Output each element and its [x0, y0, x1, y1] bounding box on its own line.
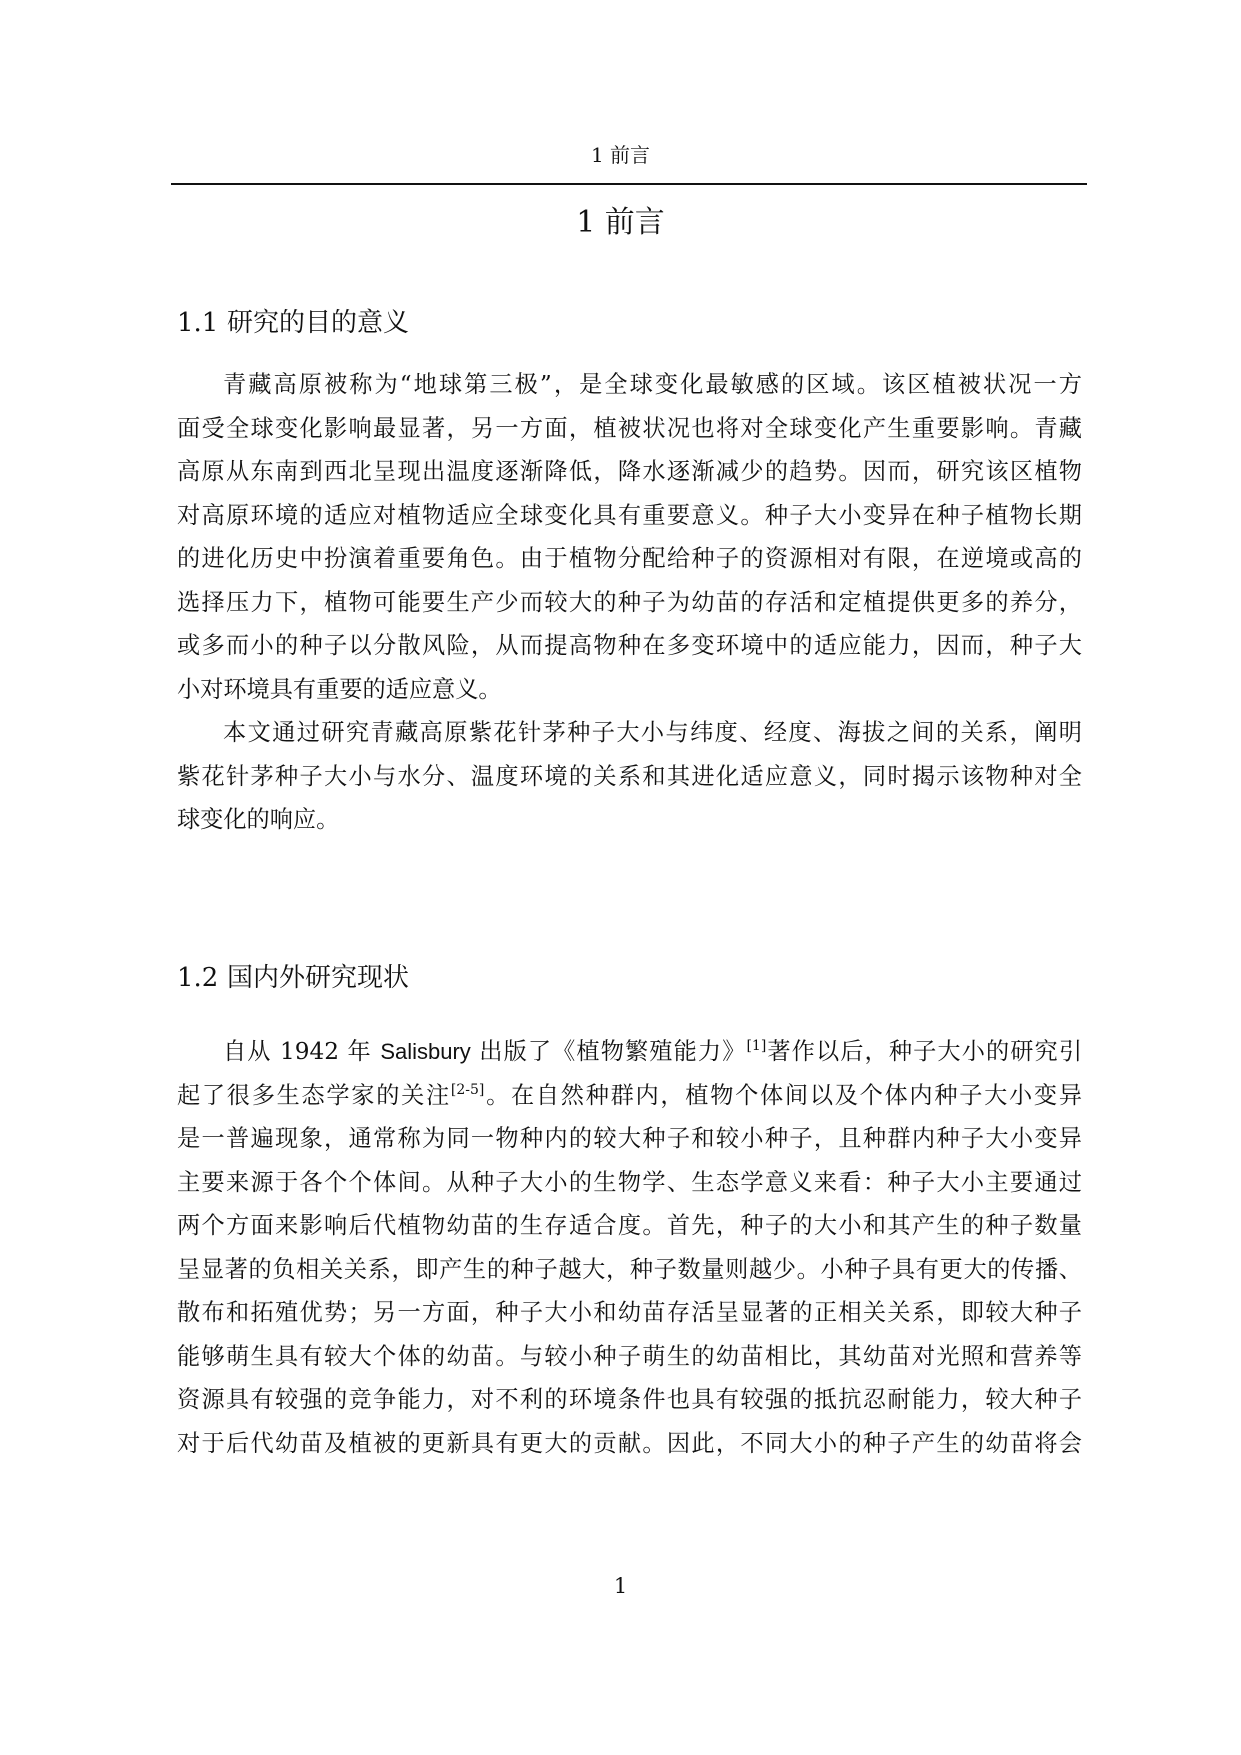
section-title: 研究的目的意义	[227, 308, 410, 338]
text-line: 本文通过研究青藏高原紫花针茅种子大小与纬度、经度、海拔之间的关系，阐明	[223, 719, 1082, 746]
text-line: 两个方面来影响后代植物幼苗的生存适合度。首先，种子的大小和其产生的种子数量	[177, 1212, 1082, 1239]
section-number: 1.1	[177, 308, 219, 338]
text-line: 小对环境具有重要的适应意义。	[177, 675, 502, 703]
text-line: 能够萌生具有较大个体的幼苗。与较小种子萌生的幼苗相比，其幼苗对光照和营养等	[177, 1342, 1082, 1370]
text-run: 起了很多生态学家的关注	[177, 1081, 451, 1109]
paragraph-1-1-a	[177, 363, 1082, 711]
text-line: 球变化的响应。	[177, 806, 340, 833]
section-heading-1-2	[177, 960, 409, 996]
text-line: 对于后代幼苗及植被的更新具有更大的贡献。因此，不同大小的种子产生的幼苗将会	[177, 1429, 1082, 1457]
text-line: 选择压力下，植物可能要生产少而较大的种子为幼苗的存活和定植提供更多的养分，	[177, 588, 1082, 616]
chapter-title: 1 前言	[576, 205, 665, 240]
text-line: 主要来源于各个个体间。从种子大小的生物学、生态学意义来看：种子大小主要通过	[177, 1168, 1082, 1196]
author-name: Salisbury	[380, 1039, 471, 1064]
citation: [1]	[746, 1038, 767, 1054]
text-run: 著作以后，种子大小的研究引	[766, 1038, 1083, 1065]
text-line	[177, 1030, 1082, 1074]
text-line: 高原从东南到西北呈现出温度逐渐降低，降水逐渐减少的趋势。因而，研究该区植物	[177, 458, 1082, 485]
text-line: 呈显著的负相关关系，即产生的种子越大，种子数量则越少。小种子具有更大的传播、	[177, 1255, 1082, 1283]
paragraph-1-2-a	[177, 1030, 1082, 1465]
citation: [2-5]	[450, 1081, 485, 1098]
text-run: 。在自然种群内，植物个体间以及个体内种子大小变异	[484, 1081, 1083, 1109]
paragraph-1-1-b	[177, 711, 1082, 842]
section-number: 1.2	[177, 963, 219, 993]
text-line: 青藏高原被称为“地球第三极”，是全球变化最敏感的区域。该区植被状况一方	[223, 371, 1082, 398]
page-number: 1	[613, 1574, 628, 1598]
text-line: 的进化历史中扮演着重要角色。由于植物分配给种子的资源相对有限，在逆境或高的	[177, 545, 1082, 572]
text-line: 资源具有较强的竞争能力，对不利的环境条件也具有较强的抵抗忍耐能力，较大种子	[177, 1386, 1082, 1413]
section-title: 国内外研究现状	[227, 963, 410, 993]
text-line: 或多而小的种子以分散风险，从而提高物种在多变环境中的适应能力，因而，种子大	[177, 632, 1082, 659]
text-line: 是一普遍现象，通常称为同一物种内的较大种子和较小种子，且种群内种子大小变异	[177, 1125, 1082, 1152]
text-line: 散布和拓殖优势；另一方面，种子大小和幼苗存活呈显著的正相关关系，即较大种子	[177, 1299, 1082, 1326]
text-run: 出版了《植物繁殖能力》	[479, 1038, 747, 1065]
text-line: 对高原环境的适应对植物适应全球变化具有重要意义。种子大小变异在种子植物长期	[177, 501, 1082, 529]
header-rule	[171, 183, 1087, 185]
text-run: 自从 1942 年	[223, 1038, 372, 1065]
text-line: 面受全球变化影响最显著，另一方面，植被状况也将对全球变化产生重要影响。青藏	[177, 414, 1082, 442]
text-line: 紫花针茅种子大小与水分、温度环境的关系和其进化适应意义，同时揭示该物种对全	[177, 762, 1082, 790]
text-line	[177, 1074, 1082, 1118]
running-header: 1 前言	[590, 143, 651, 167]
section-heading-1-1	[177, 305, 409, 341]
